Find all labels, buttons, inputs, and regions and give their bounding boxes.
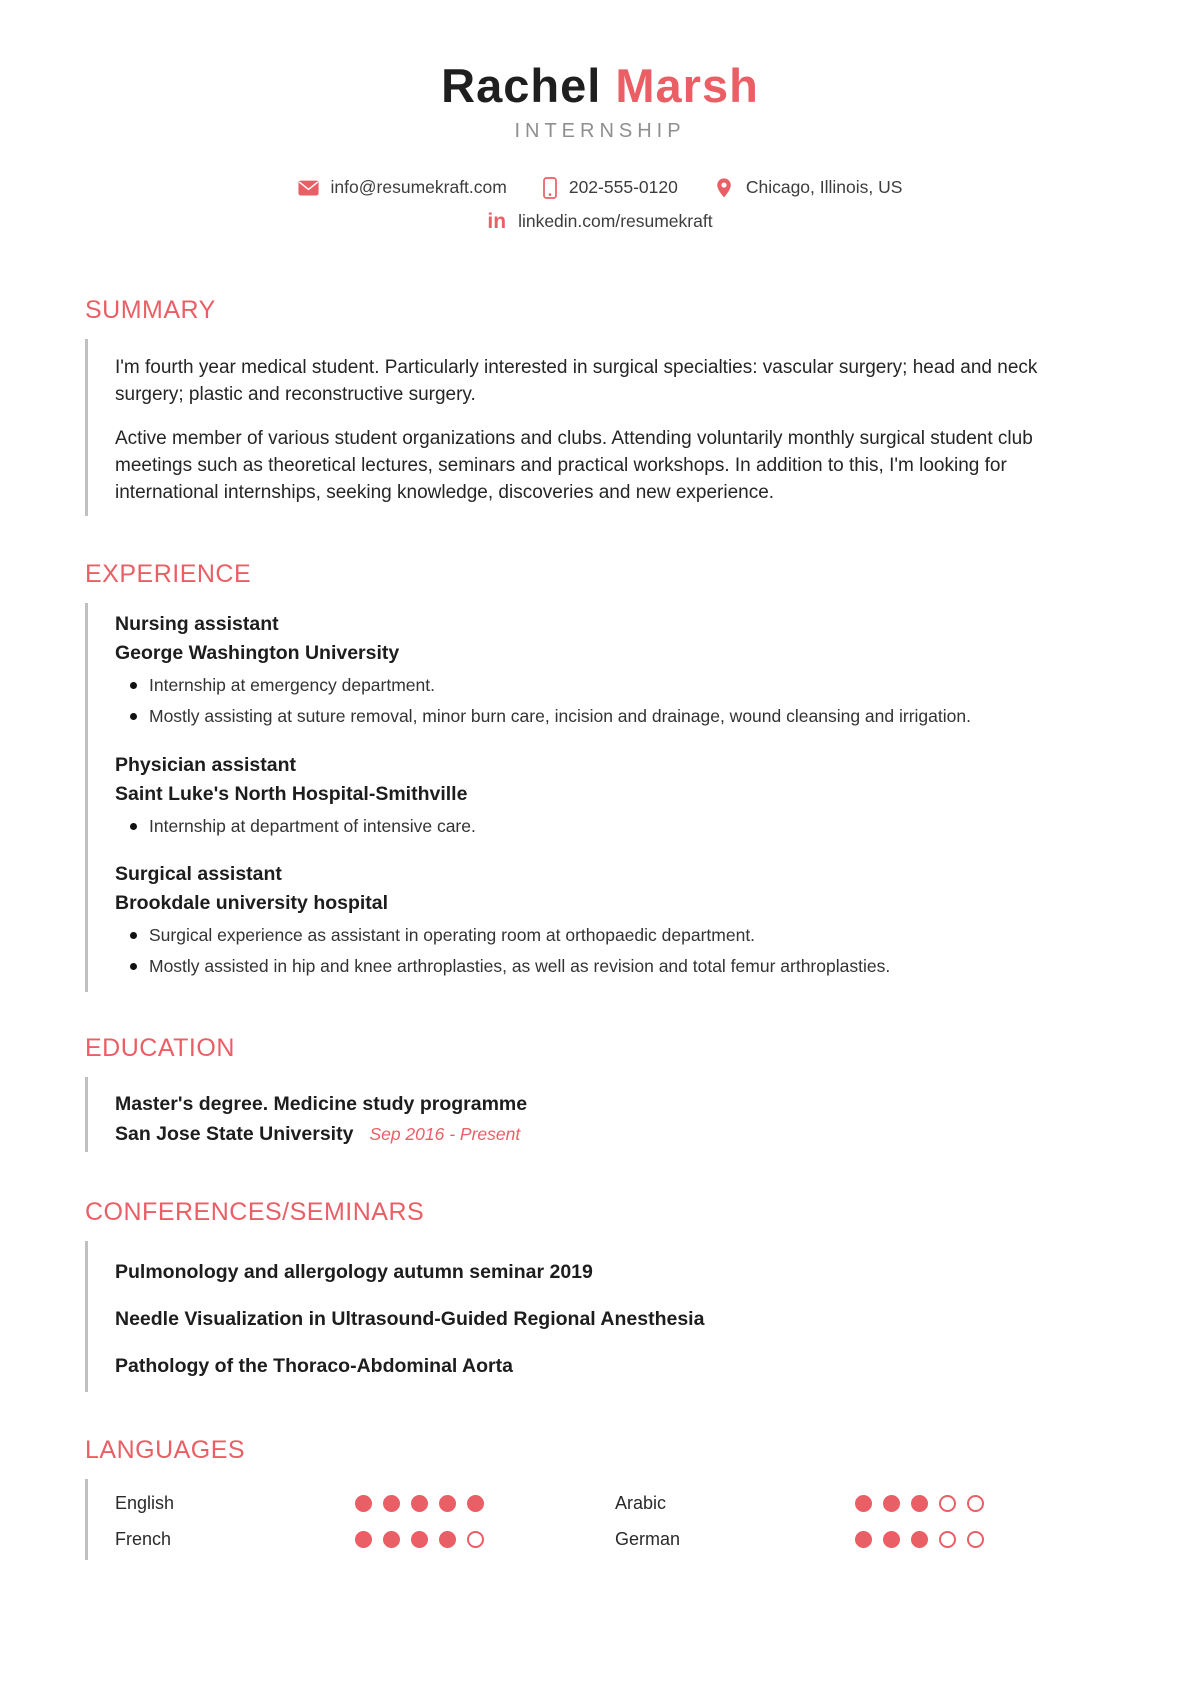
language-row <box>615 1529 1115 1550</box>
job-bullet-text: Mostly assisted in hip and knee arthroplasties, as well as revision and total femur arthroplasties. <box>149 955 891 976</box>
languages-body <box>85 1479 1115 1560</box>
first-name: Rachel <box>441 59 602 112</box>
contact-location <box>714 177 903 199</box>
job-bullet-text: Internship at department of intensive care. <box>149 815 476 836</box>
summary-paragraph: I'm fourth year medical student. Particularly interested in surgical specialties: vascular surgery; head and neck surgery; plastic and reconstructive surgery. <box>115 356 1038 405</box>
candidate-name <box>0 60 1200 113</box>
language-name: French <box>115 1528 172 1549</box>
contact-linkedin <box>487 211 712 232</box>
job-bullet-text: Mostly assisting at suture removal, minor burn care, incision and drainage, wound cleansing and irrigation. <box>149 706 971 727</box>
job-bullet <box>115 705 1115 729</box>
level-dot-empty-icon <box>939 1531 956 1548</box>
level-dot-filled-icon <box>383 1495 400 1512</box>
level-dot-filled-icon <box>911 1531 928 1548</box>
job-bullet-text: Surgical experience as assistant in operating room at orthopaedic department. <box>149 925 756 946</box>
language-level-dots <box>355 1531 484 1548</box>
level-dot-filled-icon <box>467 1495 484 1512</box>
job-title-subtitle: INTERNSHIP <box>514 119 686 142</box>
level-dot-filled-icon <box>883 1531 900 1548</box>
language-name: German <box>615 1528 681 1549</box>
experience-body <box>85 603 1115 991</box>
section-summary <box>85 296 1115 517</box>
bullet-dot-icon <box>130 823 137 830</box>
contact-row-linkedin <box>0 211 1200 232</box>
level-dot-filled-icon <box>355 1531 372 1548</box>
job-role: Physician assistant <box>115 753 297 776</box>
job-role: Surgical assistant <box>115 863 282 886</box>
job-bullet <box>115 955 1115 979</box>
level-dot-empty-icon <box>967 1531 984 1548</box>
linkedin-icon: in <box>487 209 507 233</box>
level-dot-empty-icon <box>467 1531 484 1548</box>
section-education <box>85 1034 1115 1152</box>
job-organization: Brookdale university hospital <box>115 892 389 915</box>
level-dot-filled-icon <box>439 1531 456 1548</box>
language-row <box>115 1529 615 1550</box>
level-dot-filled-icon <box>439 1495 456 1512</box>
language-name: Arabic <box>615 1492 667 1513</box>
contact-phone <box>543 177 678 199</box>
education-dates: Sep 2016 - Present <box>369 1123 521 1144</box>
job-bullet-list <box>115 815 1115 839</box>
level-dot-empty-icon <box>967 1495 984 1512</box>
language-name: English <box>115 1492 175 1513</box>
section-languages <box>85 1436 1115 1560</box>
level-dot-filled-icon <box>355 1495 372 1512</box>
level-dot-filled-icon <box>911 1495 928 1512</box>
summary-paragraph: Active member of various student organizations and clubs. Attending voluntarily monthly surgical student club meetings such as theoretical lectures, seminars and practical workshops. In addition to this, I'm looking for international internships, seeking knowledge, discoveries and new experience. <box>115 427 1033 503</box>
education-body <box>85 1077 1115 1152</box>
bullet-dot-icon <box>130 682 137 689</box>
level-dot-empty-icon <box>939 1495 956 1512</box>
job-entry <box>115 754 1115 839</box>
level-dot-filled-icon <box>855 1495 872 1512</box>
level-dot-filled-icon <box>855 1531 872 1548</box>
job-organization: George Washington University <box>115 642 400 665</box>
section-conferences <box>85 1198 1115 1392</box>
phone-text: 202-555-0120 <box>568 177 678 198</box>
language-level-dots <box>355 1495 484 1512</box>
education-degree: Master's degree. Medicine study programme <box>115 1092 528 1115</box>
languages-title: LANGUAGES <box>85 1435 246 1464</box>
level-dot-filled-icon <box>411 1531 428 1548</box>
job-bullet-list <box>115 674 1115 728</box>
summary-body <box>85 339 1115 517</box>
conference-item: Pathology of the Thoraco-Abdominal Aorta <box>115 1354 513 1377</box>
contact-email <box>298 177 507 198</box>
level-dot-filled-icon <box>883 1495 900 1512</box>
language-row <box>115 1493 615 1514</box>
job-bullet-list <box>115 924 1115 978</box>
last-name: Marsh <box>615 59 759 112</box>
experience-title: EXPERIENCE <box>85 560 252 589</box>
section-experience <box>85 560 1115 991</box>
education-school-line <box>115 1123 1115 1146</box>
resume-header <box>0 0 1200 232</box>
job-bullet <box>115 674 1115 698</box>
conferences-body <box>85 1241 1115 1392</box>
location-text: Chicago, Illinois, US <box>745 177 903 198</box>
contact-row <box>0 177 1200 199</box>
bullet-dot-icon <box>130 963 137 970</box>
linkedin-text: linkedin.com/resumekraft <box>518 210 713 231</box>
education-school: San Jose State University <box>115 1122 354 1145</box>
email-text: info@resumekraft.com <box>330 177 507 198</box>
conference-item: Needle Visualization in Ultrasound-Guided Regional Anesthesia <box>115 1307 705 1330</box>
level-dot-filled-icon <box>383 1531 400 1548</box>
job-bullet-text: Internship at emergency department. <box>149 675 435 696</box>
bullet-dot-icon <box>130 713 137 720</box>
bullet-dot-icon <box>130 932 137 939</box>
language-level-dots <box>855 1531 984 1548</box>
languages-grid <box>115 1493 1115 1550</box>
location-icon <box>714 177 734 199</box>
language-level-dots <box>855 1495 984 1512</box>
education-title: EDUCATION <box>85 1033 235 1062</box>
phone-icon <box>543 177 557 199</box>
language-row <box>615 1493 1115 1514</box>
job-bullet <box>115 815 1115 839</box>
summary-title: SUMMARY <box>85 295 216 324</box>
conferences-title: CONFERENCES/SEMINARS <box>85 1197 425 1226</box>
level-dot-filled-icon <box>411 1495 428 1512</box>
job-entry <box>115 863 1115 978</box>
email-icon <box>298 180 319 196</box>
job-entry <box>115 613 1115 728</box>
job-organization: Saint Luke's North Hospital-Smithville <box>115 782 468 805</box>
job-bullet <box>115 924 1115 948</box>
conference-item: Pulmonology and allergology autumn seminar 2019 <box>115 1260 593 1283</box>
job-role: Nursing assistant <box>115 613 279 636</box>
